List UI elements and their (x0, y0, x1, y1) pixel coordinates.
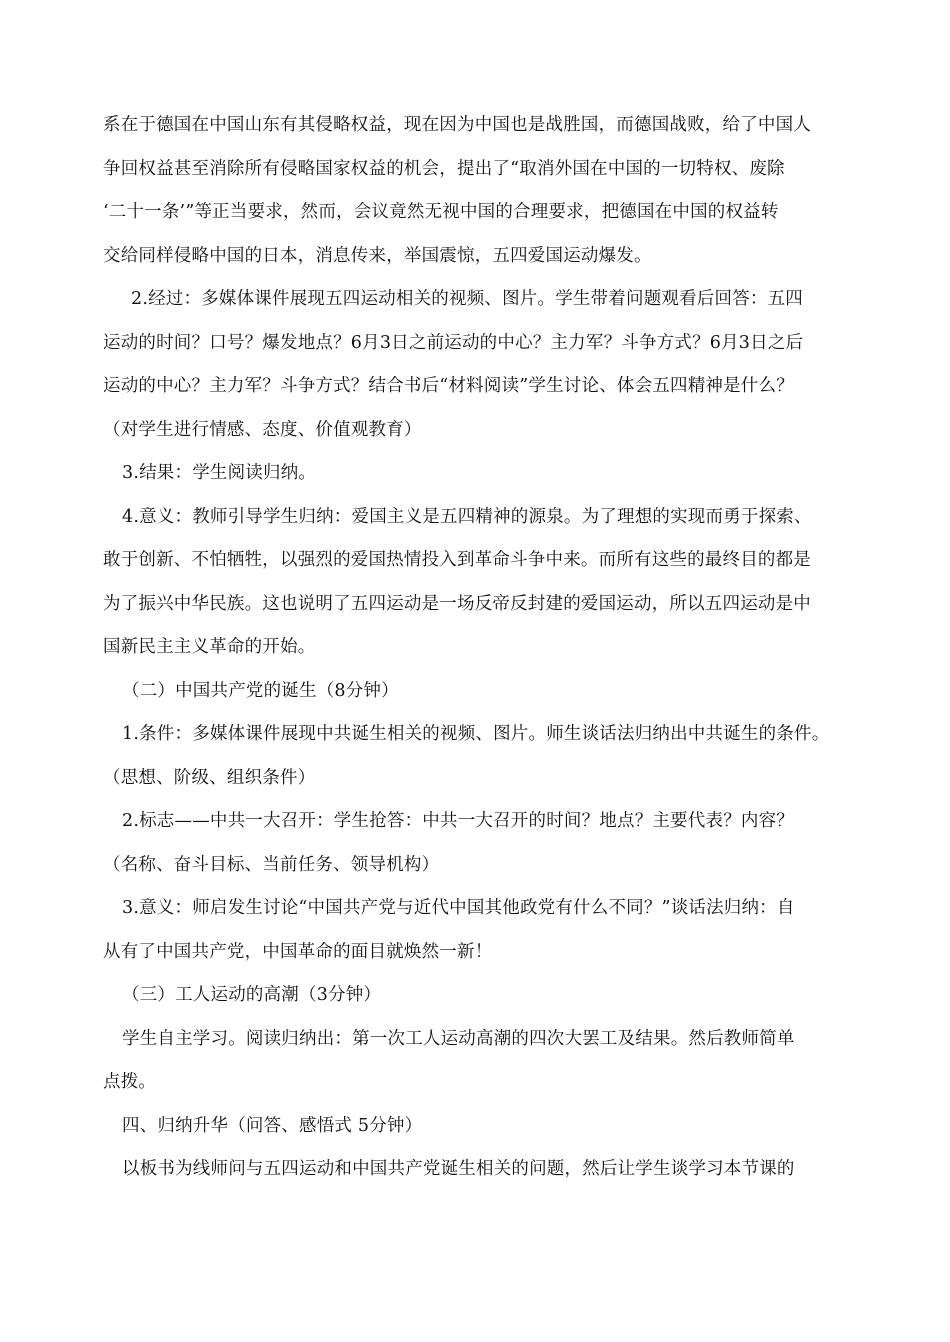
text-line-23: 点拨。 (103, 1072, 157, 1092)
text-line-13: 国新民主主义革命的开始。 (103, 637, 316, 657)
text-line-7: 运动的中心？主力军？斗争方式？结合书后“材料阅读”学生讨论、体会五四精神是什么？ (103, 376, 794, 396)
section-heading-4: 四、归纳升华（问答、感悟式 5分钟） (122, 1116, 423, 1136)
text-line-19: 3.意义：师启发生讨论“中国共产党与近代中国其他政党有什么不同？”谈话法归纳：自 (122, 898, 795, 918)
text-line-8: （对学生进行情感、态度、价值观教育） (103, 420, 422, 440)
text-line-4: 交给同样侵略中国的日本，消息传来，举国震惊，五四爱国运动爆发。 (103, 246, 652, 266)
section-heading-3: （三）工人运动的高潮（3分钟） (122, 985, 382, 1005)
text-line-2: 争回权益甚至消除所有侵略国家权益的机会，提出了“取消外国在中国的一切特权、废除 (103, 159, 785, 179)
text-line-17: 2.标志——中共一大召开：学生抢答：中共一大召开的时间？地点？主要代表？内容？ (122, 811, 794, 831)
text-line-22: 学生自主学习。阅读归纳出：第一次工人运动高潮的四次大罢工及结果。然后教师简单 (122, 1029, 795, 1049)
text-line-11: 敢于创新、不怕牺牲，以强烈的爱国热情投入到革命斗争中来。而所有这些的最终目的都是 (103, 550, 811, 570)
text-line-6: 运动的时间？口号？爆发地点？6月3日之前运动的中心？主力军？斗争方式？6月3日之后 (103, 333, 804, 353)
text-line-9: 3.结果：学生阅读归纳。 (122, 463, 317, 483)
text-line-15: 1.条件：多媒体课件展现中共诞生相关的视频、图片。师生谈话法归纳出中共诞生的条件。 (122, 724, 830, 744)
text-line-1: 系在于德国在中国山东有其侵略权益，现在因为中国也是战胜国，而德国战败，给了中国人 (103, 115, 811, 135)
text-line-20: 从有了中国共产党，中国革命的面目就焕然一新！ (103, 942, 493, 962)
text-line-16: （思想、阶级、组织条件） (103, 768, 316, 788)
text-line-5: 2.经过：多媒体课件展现五四运动相关的视频、图片。学生带着问题观看后回答：五四 (131, 289, 803, 309)
text-line-10: 4.意义：教师引导学生归纳：爱国主义是五四精神的源泉。为了理想的实现而勇于探索、 (122, 507, 812, 527)
text-line-25: 以板书为线师问与五四运动和中国共产党诞生相关的问题，然后让学生谈学习本节课的 (122, 1159, 795, 1179)
text-line-3: ‘二十一条’”等正当要求，然而，会议竟然无视中国的合理要求，把德国在中国的权益转 (103, 202, 779, 222)
text-line-12: 为了振兴中华民族。这也说明了五四运动是一场反帝反封建的爱国运动，所以五四运动是中 (103, 594, 811, 614)
section-heading-2: （二）中国共产党的诞生（8分钟） (122, 681, 399, 701)
text-line-18: （名称、奋斗目标、当前任务、领导机构） (103, 855, 440, 875)
